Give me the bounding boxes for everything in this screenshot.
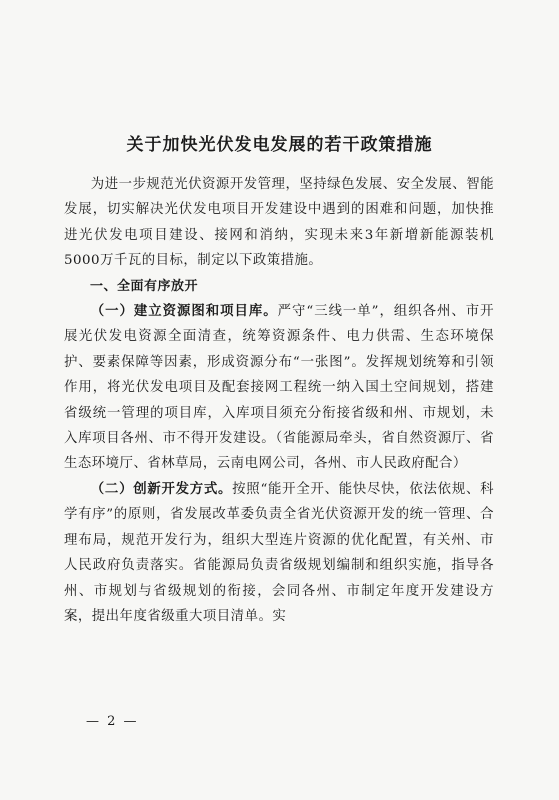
item-2-paragraph	[64, 477, 494, 629]
page-number: — 2 —	[86, 714, 139, 729]
item-1-text: 严守“三线一单”，组织各州、市开展光伏发电资源全面清查，统筹资源条件、电力供需、生态环境保护、要素保障等因素，形成资源分布“一张图”。发挥规划统筹和引领作用，将光伏发电项目及配套接网工程统一纳入国土空间规划，搭建省级统一管理的项目库，入库项目须充分衔接省级和州、市规划，未入库项目各州、市不得开发建设。（省能源局牵头，省自然资源厅、省生态环境厅、省林草局，云南电网公司，各州、市人民政府配合）	[64, 304, 494, 472]
section-heading-1: 一、全面有序放开	[90, 278, 199, 294]
intro-paragraph: 为进一步规范光伏资源开发管理，坚持绿色发展、安全发展、智能发展，切实解决光伏发电项目开发建设中遇到的困难和问题，加快推进光伏发电项目建设、接网和消纳，实现未来3年新增新能源装机5000万千瓦的目标，制定以下政策措施。	[64, 177, 494, 269]
item-1-lead: （一）建立资源图和项目库。	[90, 303, 278, 320]
document-body	[64, 172, 494, 629]
item-1-paragraph	[64, 299, 494, 477]
item-2-text: 按照“能开全开、能快尽快，依法依规、科学有序”的原则，省发展改革委负责全省光伏资源开发的统一管理、合理布局，规范开发行为，组织大型连片资源的优化配置，有关州、市人民政府负责落实。省能源局负责省级规划编制和组织实施，指导各州、市规划与省级规划的衔接，会同各州、市制定年度开发建设方案，提出年度省级重大项目清单。实	[64, 481, 494, 624]
document-title: 关于加快光伏发电发展的若干政策措施	[126, 135, 433, 155]
item-2-lead: （二）创新开发方式。	[90, 480, 233, 497]
